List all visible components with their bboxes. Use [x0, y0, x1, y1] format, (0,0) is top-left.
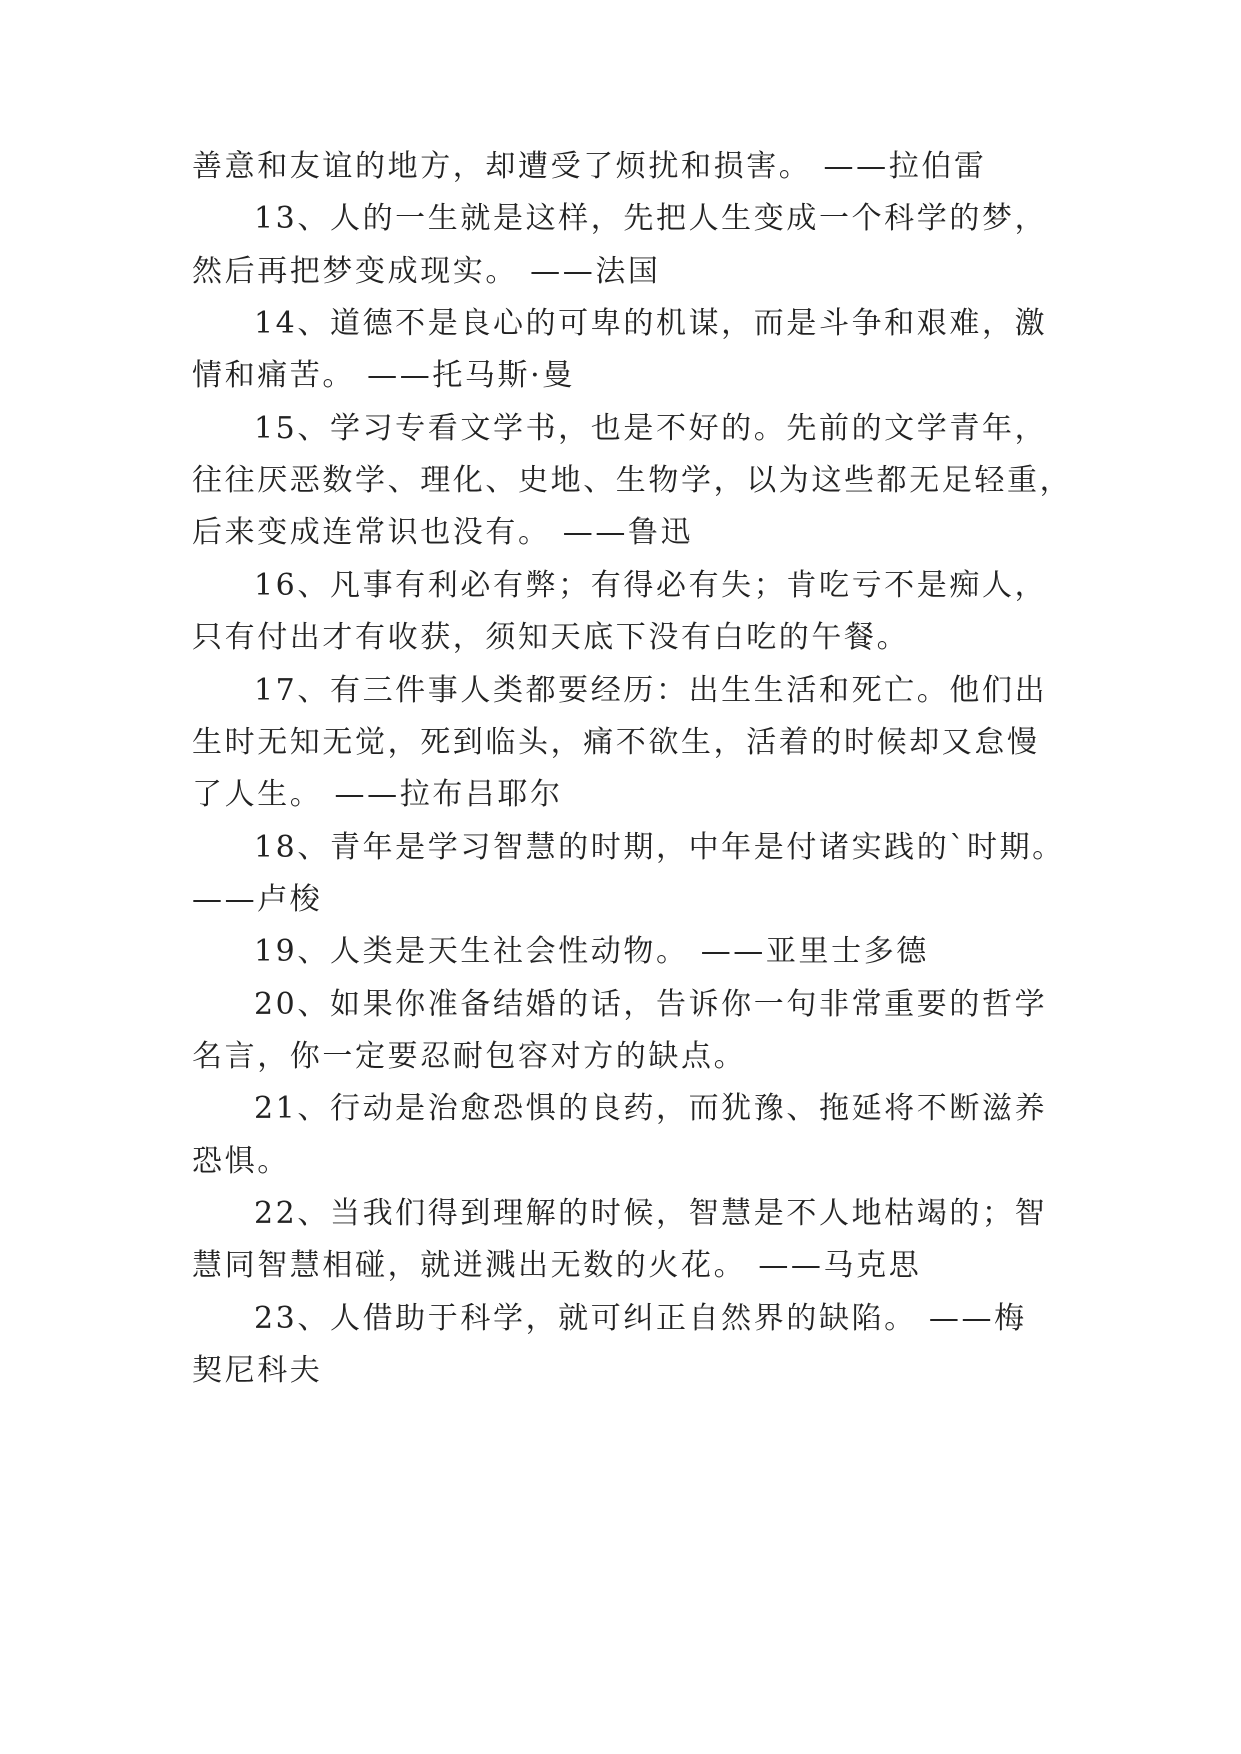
text-line: 然后再把梦变成现实。 ——法国: [192, 253, 661, 289]
text-line: 23、人借助于科学，就可纠正自然界的缺陷。 ——梅: [254, 1300, 1027, 1336]
text-line: 恐惧。: [192, 1143, 290, 1179]
text-line: 18、青年是学习智慧的时期，中年是付诸实践的`时期。: [254, 829, 1065, 865]
text-line: 契尼科夫: [192, 1353, 323, 1388]
text-line: 了人生。 ——拉布吕耶尔: [192, 777, 563, 813]
text-line: 慧同智慧相碰，就迸溅出无数的火花。 ——马克思: [192, 1248, 922, 1284]
text-line: 17、有三件事人类都要经历：出生生活和死亡。他们出: [254, 672, 1048, 708]
text-line: 22、当我们得到理解的时候，智慧是不人地枯竭的；智: [254, 1196, 1048, 1231]
text-line: 善意和友谊的地方，却遭受了烦扰和损害。 ——拉伯雷: [192, 149, 987, 184]
text-line: 13、人的一生就是这样，先把人生变成一个科学的梦，: [254, 201, 1048, 237]
text-line: 16、凡事有利必有弊；有得必有失；肯吃亏不是痴人，: [254, 567, 1048, 603]
text-line: 后来变成连常识也没有。 ——鲁迅: [192, 515, 694, 551]
text-line: 名言，你一定要忍耐包容对方的缺点。: [192, 1039, 747, 1074]
text-line: 情和痛苦。 ——托马斯·曼: [192, 358, 575, 394]
text-line: ——卢梭: [192, 881, 323, 917]
text-line: 往往厌恶数学、理化、史地、生物学，以为这些都无足轻重，: [192, 463, 1073, 499]
text-line: 20、如果你准备结婚的话，告诉你一句非常重要的哲学: [254, 986, 1048, 1022]
text-line: 生时无知无觉，死到临头，痛不欲生，活着的时候却又怠慢: [192, 724, 1040, 760]
text-line: 只有付出才有收获，须知天底下没有白吃的午餐。: [192, 620, 910, 656]
text-line: 14、道德不是良心的可卑的机谋，而是斗争和艰难，激: [254, 306, 1048, 342]
text-line: 21、行动是治愈恐惧的良药，而犹豫、拖延将不断滋养: [254, 1091, 1048, 1127]
text-line: 15、学习专看文学书，也是不好的。先前的文学青年，: [254, 410, 1048, 446]
text-line: 19、人类是天生社会性动物。 ——亚里士多德: [254, 934, 929, 970]
